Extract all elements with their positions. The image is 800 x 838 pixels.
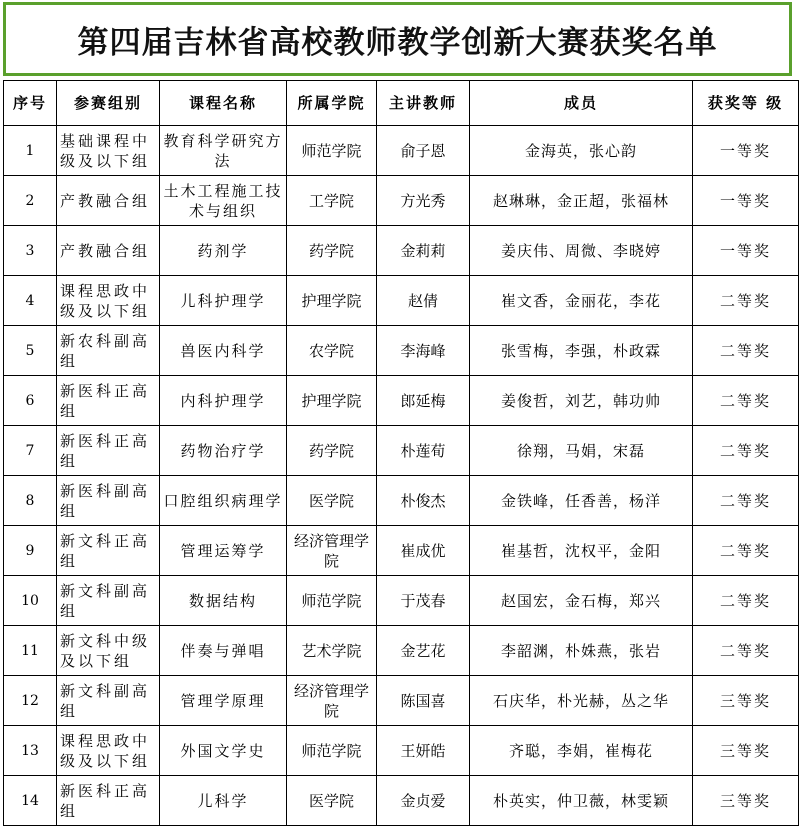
cell-members: 李韶渊，朴姝燕，张岩 [470,626,693,676]
cell-prize: 二等奖 [693,376,799,426]
table-row [4,476,799,526]
cell-index: 13 [4,726,57,776]
cell-course: 儿科学 [160,776,287,826]
cell-group: 新医科正高组 [57,776,160,826]
cell-members: 姜俊哲，刘艺，韩功帅 [470,376,693,426]
cell-prize: 一等奖 [693,176,799,226]
cell-group: 新文科副高组 [57,676,160,726]
cell-index: 9 [4,526,57,576]
cell-teacher: 金莉莉 [377,226,470,276]
cell-members: 崔文香，金丽花，李花 [470,276,693,326]
cell-prize: 一等奖 [693,126,799,176]
table-header-row [4,81,799,126]
cell-teacher: 王妍皓 [377,726,470,776]
cell-prize: 一等奖 [693,226,799,276]
cell-index: 1 [4,126,57,176]
cell-teacher: 俞子恩 [377,126,470,176]
table-row [4,676,799,726]
header-course: 课程名称 [160,81,287,126]
cell-prize: 二等奖 [693,626,799,676]
table-row [4,776,799,826]
cell-index: 10 [4,576,57,626]
cell-prize: 三等奖 [693,726,799,776]
cell-group: 新文科正高组 [57,526,160,576]
cell-course: 伴奏与弹唱 [160,626,287,676]
cell-index: 3 [4,226,57,276]
cell-college: 农学院 [287,326,377,376]
cell-course: 管理运筹学 [160,526,287,576]
cell-teacher: 金艺花 [377,626,470,676]
cell-prize: 三等奖 [693,776,799,826]
cell-group: 新医科副高组 [57,476,160,526]
title-banner [3,2,792,76]
header-prize: 获奖等 级 [693,81,799,126]
table-row [4,226,799,276]
cell-course: 兽医内科学 [160,326,287,376]
cell-group: 课程思政中级及以下组 [57,726,160,776]
cell-teacher: 崔成优 [377,526,470,576]
table-row [4,576,799,626]
cell-course: 口腔组织病理学 [160,476,287,526]
cell-group: 课程思政中级及以下组 [57,276,160,326]
cell-index: 12 [4,676,57,726]
award-table [3,80,799,826]
cell-prize: 三等奖 [693,676,799,726]
cell-group: 新医科正高组 [57,426,160,476]
cell-members: 齐聪，李娟，崔梅花 [470,726,693,776]
cell-teacher: 李海峰 [377,326,470,376]
cell-index: 2 [4,176,57,226]
cell-members: 朴英实，仲卫薇，林雯颖 [470,776,693,826]
cell-course: 管理学原理 [160,676,287,726]
cell-prize: 二等奖 [693,426,799,476]
table-row [4,526,799,576]
cell-course: 数据结构 [160,576,287,626]
table-row [4,376,799,426]
cell-index: 6 [4,376,57,426]
cell-prize: 二等奖 [693,526,799,576]
cell-college: 药学院 [287,226,377,276]
cell-teacher: 赵倩 [377,276,470,326]
cell-members: 徐翔，马娟，宋磊 [470,426,693,476]
cell-teacher: 金贞爱 [377,776,470,826]
cell-prize: 二等奖 [693,576,799,626]
cell-college: 师范学院 [287,726,377,776]
table-row [4,626,799,676]
cell-members: 崔基哲，沈权平，金阳 [470,526,693,576]
table-row [4,276,799,326]
cell-college: 经济管理学院 [287,676,377,726]
cell-members: 张雪梅，李强，朴政霖 [470,326,693,376]
cell-college: 医学院 [287,476,377,526]
header-group: 参赛组别 [57,81,160,126]
cell-teacher: 方光秀 [377,176,470,226]
cell-prize: 二等奖 [693,476,799,526]
cell-college: 护理学院 [287,376,377,426]
table-row [4,126,799,176]
cell-teacher: 陈国喜 [377,676,470,726]
cell-index: 11 [4,626,57,676]
table-row [4,326,799,376]
cell-course: 土木工程施工技术与组织 [160,176,287,226]
header-members: 成员 [470,81,693,126]
cell-college: 师范学院 [287,126,377,176]
cell-college: 经济管理学院 [287,526,377,576]
cell-group: 新医科正高组 [57,376,160,426]
page-title: 第四届吉林省高校教师教学创新大赛获奖名单 [77,24,718,61]
cell-index: 7 [4,426,57,476]
cell-teacher: 朴莲荀 [377,426,470,476]
cell-teacher: 郎延梅 [377,376,470,426]
cell-members: 金海英，张心韵 [470,126,693,176]
cell-group: 新文科副高组 [57,576,160,626]
cell-teacher: 于茂春 [377,576,470,626]
table-body [4,126,799,826]
cell-college: 护理学院 [287,276,377,326]
header-college: 所属学院 [287,81,377,126]
cell-college: 医学院 [287,776,377,826]
table-row [4,426,799,476]
cell-index: 4 [4,276,57,326]
cell-prize: 二等奖 [693,326,799,376]
cell-members: 赵国宏，金石梅，郑兴 [470,576,693,626]
table-row [4,726,799,776]
cell-course: 教育科学研究方法 [160,126,287,176]
header-teacher: 主讲教师 [377,81,470,126]
cell-group: 基础课程中级及以下组 [57,126,160,176]
cell-prize: 二等奖 [693,276,799,326]
cell-group: 新农科副高组 [57,326,160,376]
cell-college: 药学院 [287,426,377,476]
cell-members: 赵琳琳，金正超，张福林 [470,176,693,226]
cell-course: 儿科护理学 [160,276,287,326]
cell-members: 姜庆伟、周微、李晓婷 [470,226,693,276]
cell-teacher: 朴俊杰 [377,476,470,526]
cell-group: 产教融合组 [57,176,160,226]
cell-college: 师范学院 [287,576,377,626]
cell-members: 金铁峰，任香善，杨洋 [470,476,693,526]
cell-college: 工学院 [287,176,377,226]
cell-index: 8 [4,476,57,526]
cell-course: 药剂学 [160,226,287,276]
cell-course: 外国文学史 [160,726,287,776]
cell-college: 艺术学院 [287,626,377,676]
cell-group: 新文科中级及以下组 [57,626,160,676]
cell-course: 药物治疗学 [160,426,287,476]
cell-members: 石庆华，朴光赫，丛之华 [470,676,693,726]
table-row [4,176,799,226]
header-index: 序号 [4,81,57,126]
cell-index: 5 [4,326,57,376]
cell-group: 产教融合组 [57,226,160,276]
cell-index: 14 [4,776,57,826]
cell-course: 内科护理学 [160,376,287,426]
